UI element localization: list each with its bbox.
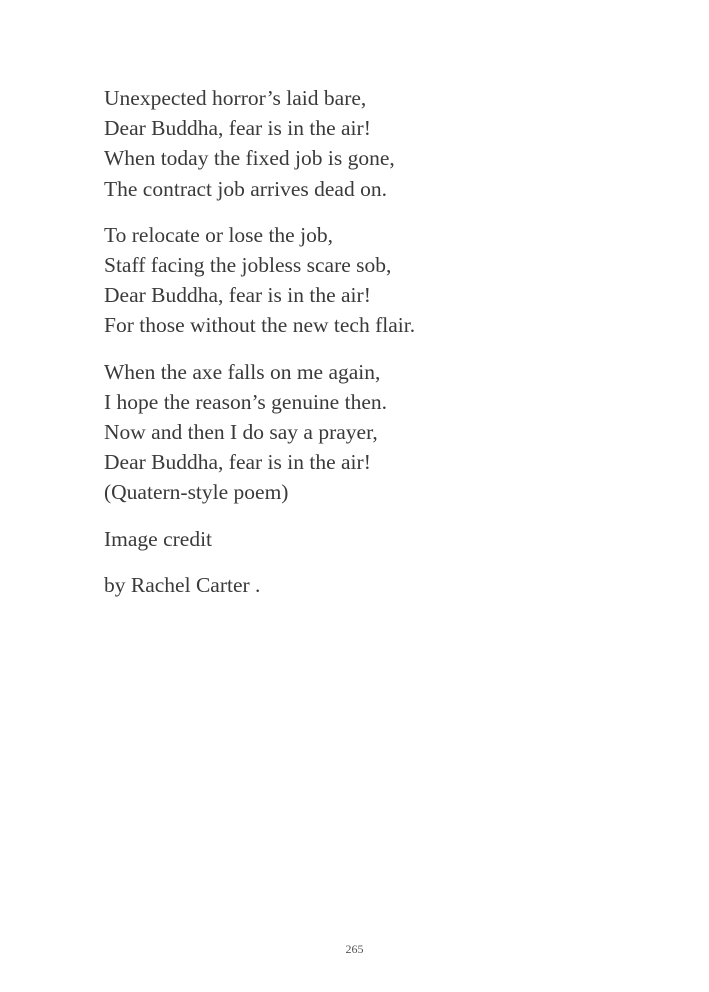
poem-line: I hope the reason’s genuine then. xyxy=(104,389,387,414)
page-number: 265 xyxy=(345,942,364,956)
poem-line: Staff facing the jobless scare sob, xyxy=(104,253,392,278)
poem-line: Dear Buddha, fear is in the air! xyxy=(104,283,371,308)
poem-line: To relocate or lose the job, xyxy=(104,222,333,247)
poem-line: Dear Buddha, fear is in the air! xyxy=(104,116,371,141)
poem-line: Now and then I do say a prayer, xyxy=(104,420,378,445)
poem-line: Dear Buddha, fear is in the air! xyxy=(104,450,371,475)
poem-line: For those without the new tech flair. xyxy=(104,313,416,338)
stanza-3 xyxy=(104,357,664,508)
image-credit: Image credit xyxy=(104,526,213,551)
page-content xyxy=(104,83,664,616)
poem-line: When today the fixed job is gone, xyxy=(104,146,395,171)
poem-line: When the axe falls on me again, xyxy=(104,359,381,384)
stanza-1 xyxy=(104,83,664,204)
poem-line: The contract job arrives dead on. xyxy=(104,176,387,201)
poem-form-note: (Quatern-style poem) xyxy=(104,480,289,505)
byline: by Rachel Carter . xyxy=(104,572,261,597)
poem-line: Unexpected horror’s laid bare, xyxy=(104,86,367,110)
stanza-2 xyxy=(104,220,664,341)
